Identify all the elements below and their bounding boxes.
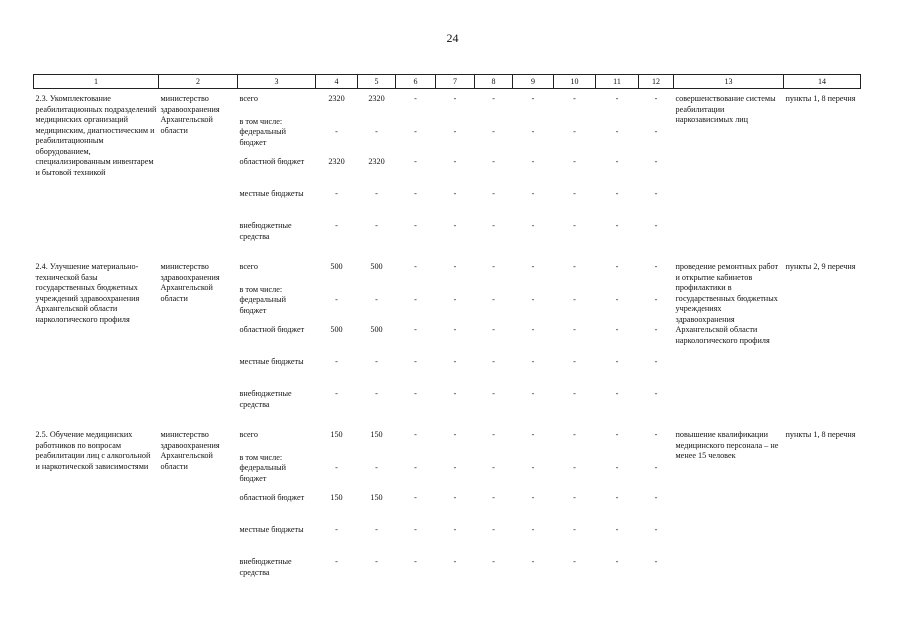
funding-source-label: всего [239,430,258,439]
value-cell: - [414,557,417,566]
result-cell: проведение ремонтных работ и открытие кабинетов профилактики в государственных бюджетных учреждениях здравоохранения Архангельской области наркологического профиля [675,262,779,345]
value-cell: - [375,221,378,230]
value-cell: - [615,557,619,566]
value-cell: - [573,389,576,398]
value-cell: - [573,493,576,502]
funding-source-label: в том числе: [239,284,283,294]
funding-source-label: местные бюджеты [239,525,304,534]
value-cell: - [654,157,658,166]
column-number: 3 [238,75,316,89]
result-cell: совершенствование системы реабилитации наркозависимых лиц [675,94,776,124]
funding-source-cell [238,189,316,221]
value-cell: - [654,325,658,334]
value-cell: - [492,389,495,398]
value-cell: - [615,262,619,271]
value-cell: - [453,127,457,136]
value-cell: - [654,430,658,439]
value-cell: - [531,325,535,334]
value-cell: - [492,430,495,439]
value-cell: - [615,430,619,439]
value-cell: - [531,430,535,439]
value-cell: - [531,357,535,366]
column-number: 9 [513,75,554,89]
link-cell: пункты 1, 8 перечня [785,430,856,439]
link-cell: пункты 2, 9 перечня [785,262,856,271]
funding-source-cell [238,463,316,493]
column-number: 1 [34,75,159,89]
value-cell: - [375,557,378,566]
value-cell: 150 [370,493,383,502]
value-cell: - [453,357,457,366]
funding-source-label: федеральный бюджет [239,295,287,315]
value-cell: - [615,189,619,198]
funding-source-label: внебюджетные средства [239,557,292,577]
value-cell: 2320 [368,94,385,103]
value-cell: - [654,262,658,271]
value-cell: - [453,94,457,103]
value-cell: - [375,189,378,198]
value-cell: - [654,127,658,136]
value-cell: - [414,94,417,103]
value-cell: - [492,557,495,566]
column-number: 5 [358,75,396,89]
funding-source-label: внебюджетные средства [239,389,292,409]
table-row [34,257,861,295]
value-cell: - [414,493,417,502]
funding-source-label: внебюджетные средства [239,221,292,241]
value-cell: - [615,357,619,366]
value-cell: - [654,525,658,534]
value-cell: - [453,493,457,502]
funding-source-cell [238,295,316,325]
value-cell: - [453,389,457,398]
value-cell: 2320 [328,157,345,166]
value-cell: - [492,262,495,271]
value-cell: - [414,430,417,439]
value-cell: 150 [330,430,343,439]
column-number: 4 [316,75,358,89]
value-cell: - [375,357,378,366]
value-cell: - [492,295,495,304]
column-number: 13 [674,75,784,89]
value-cell: - [573,127,576,136]
value-cell: - [615,127,619,136]
value-cell: - [654,295,658,304]
value-cell: - [573,221,576,230]
value-cell: - [492,157,495,166]
value-cell: - [335,557,338,566]
value-cell: - [573,94,576,103]
value-cell: - [531,127,535,136]
value-cell: - [492,525,495,534]
funding-source-label: областной бюджет [239,493,305,502]
value-cell: - [335,295,338,304]
value-cell: - [453,157,457,166]
value-cell: 2320 [368,157,385,166]
funding-source-cell [238,357,316,389]
value-cell: - [492,493,495,502]
value-cell: - [414,525,417,534]
value-cell: - [414,157,417,166]
value-cell: - [414,189,417,198]
table-body [34,89,861,594]
value-cell: - [531,493,535,502]
value-cell: - [573,262,576,271]
value-cell: - [654,557,658,566]
table-row [34,89,861,128]
funding-source-cell [238,257,316,295]
value-cell: - [531,295,535,304]
executor-cell: министерство здравоохранения Архангельской области [160,262,220,303]
value-cell: - [573,157,576,166]
value-cell: - [414,221,417,230]
value-cell: - [615,389,619,398]
value-cell: - [573,525,576,534]
value-cell: - [335,127,338,136]
value-cell: - [654,357,658,366]
value-cell: - [453,430,457,439]
value-cell: - [492,221,495,230]
value-cell: - [573,463,576,472]
value-cell: - [453,525,457,534]
value-cell: - [531,557,535,566]
executor-cell: министерство здравоохранения Архангельской области [160,430,220,471]
value-cell: 500 [370,262,383,271]
value-cell: - [615,94,619,103]
value-cell: - [414,127,417,136]
column-number: 12 [639,75,674,89]
funding-source-cell [238,389,316,425]
value-cell: - [654,493,658,502]
funding-source-cell [238,127,316,157]
measure-cell: 2.4. Улучшение материально-технической базы государственных бюджетных учреждений здравоохранения Архангельской области наркологического профиля [35,262,140,324]
value-cell: - [453,463,457,472]
value-cell: - [615,463,619,472]
column-number: 11 [596,75,639,89]
value-cell: - [335,389,338,398]
value-cell: - [573,557,576,566]
value-cell: 150 [370,430,383,439]
value-cell: 2320 [328,94,345,103]
funding-source-cell [238,425,316,463]
value-cell: - [573,430,576,439]
value-cell: - [375,525,378,534]
value-cell: - [654,189,658,198]
value-cell: - [335,463,338,472]
value-cell: - [335,357,338,366]
value-cell: - [531,262,535,271]
value-cell: - [414,389,417,398]
funding-source-cell [238,157,316,189]
value-cell: - [375,463,378,472]
value-cell: - [654,463,658,472]
funding-source-label: в том числе: [239,116,283,126]
value-cell: - [414,463,417,472]
value-cell: - [654,221,658,230]
column-number: 2 [159,75,238,89]
value-cell: 150 [330,493,343,502]
value-cell: - [335,221,338,230]
value-cell: - [414,325,417,334]
value-cell: - [615,493,619,502]
value-cell: - [335,189,338,198]
value-cell: - [335,525,338,534]
page-number: 24 [446,31,459,45]
funding-source-cell [238,325,316,357]
column-number: 8 [475,75,513,89]
value-cell: - [654,94,658,103]
value-cell: - [492,127,495,136]
value-cell: - [573,357,576,366]
link-cell: пункты 1, 8 перечня [785,94,856,103]
value-cell: - [615,325,619,334]
value-cell: - [453,295,457,304]
value-cell: - [531,189,535,198]
funding-source-cell [238,557,316,593]
funding-source-cell [238,89,316,128]
program-table [33,74,861,593]
funding-source-label: областной бюджет [239,325,305,334]
funding-source-label: федеральный бюджет [239,127,287,147]
value-cell: - [531,221,535,230]
value-cell: - [531,525,535,534]
value-cell: 500 [330,325,343,334]
funding-source-label: всего [239,94,258,103]
value-cell: - [573,189,576,198]
value-cell: - [492,189,495,198]
funding-source-label: местные бюджеты [239,189,304,198]
column-number: 6 [396,75,436,89]
value-cell: 500 [370,325,383,334]
table-row [34,425,861,463]
value-cell: - [615,221,619,230]
value-cell: - [615,157,619,166]
funding-source-label: федеральный бюджет [239,463,287,483]
column-number: 10 [554,75,596,89]
column-number-row [34,75,861,89]
value-cell: - [654,389,658,398]
funding-source-cell [238,493,316,525]
measure-cell: 2.5. Обучение медицинских работников по вопросам реабилитации лиц с алкогольной и наркотической зависимостями [35,430,151,471]
value-cell: - [573,295,576,304]
measure-cell: 2.3. Укомплектование реабилитационных подразделений медицинских организаций медицинским, диагностическим и реабилитационным оборудованием, специализированным инвентарем и бытовой техникой [35,94,157,177]
funding-source-label: местные бюджеты [239,357,304,366]
column-number: 14 [784,75,861,89]
value-cell: - [492,325,495,334]
value-cell: - [375,389,378,398]
funding-source-cell [238,221,316,257]
value-cell: - [414,295,417,304]
value-cell: - [531,463,535,472]
value-cell: 500 [330,262,343,271]
value-cell: - [615,525,619,534]
value-cell: - [414,357,417,366]
value-cell: - [375,127,378,136]
value-cell: - [453,221,457,230]
funding-source-cell [238,525,316,557]
value-cell: - [615,295,619,304]
funding-source-label: областной бюджет [239,157,305,166]
value-cell: - [453,262,457,271]
funding-source-label: всего [239,262,258,271]
value-cell: - [531,157,535,166]
value-cell: - [375,295,378,304]
value-cell: - [453,325,457,334]
value-cell: - [573,325,576,334]
executor-cell: министерство здравоохранения Архангельской области [160,94,220,135]
value-cell: - [531,94,535,103]
value-cell: - [492,94,495,103]
value-cell: - [414,262,417,271]
column-number: 7 [436,75,475,89]
value-cell: - [492,357,495,366]
value-cell: - [453,189,457,198]
value-cell: - [492,463,495,472]
result-cell: повышение квалификации медицинского персонала – не менее 15 человек [675,430,779,460]
value-cell: - [531,389,535,398]
value-cell: - [453,557,457,566]
funding-source-label: в том числе: [239,452,283,462]
